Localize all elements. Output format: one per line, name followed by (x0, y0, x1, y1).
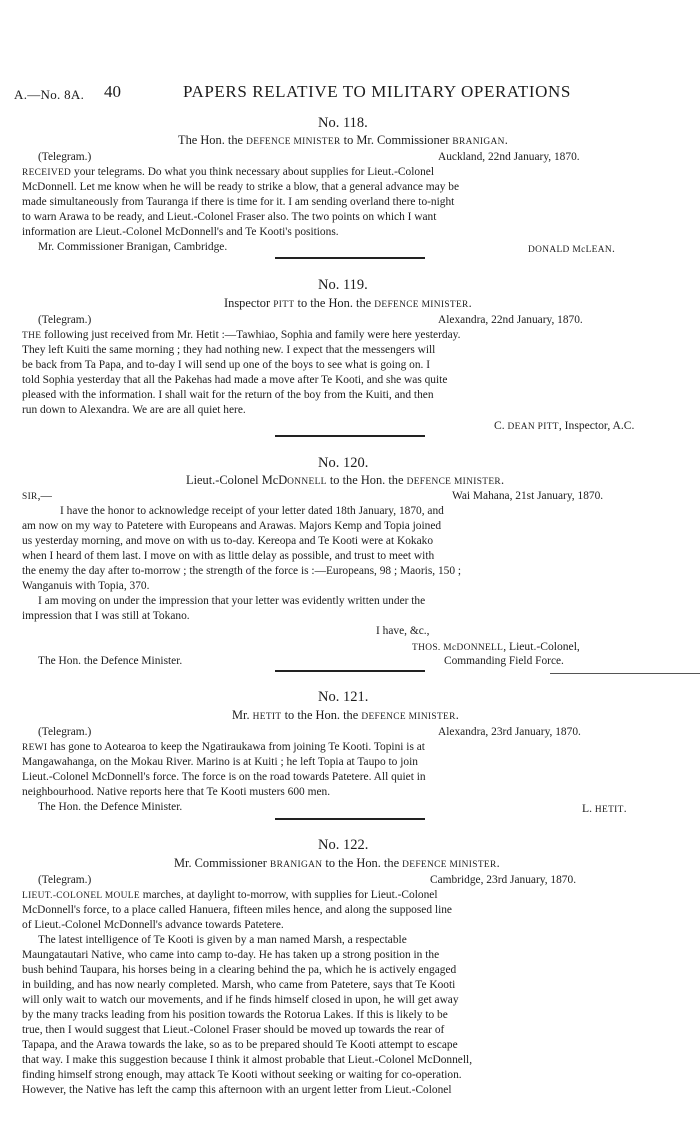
small-caps-text: c (581, 245, 586, 255)
letter-line (22, 740, 425, 756)
text-segment: I have the honor to acknowledge receipt of your letter dated 18th January, 1870, and (60, 505, 444, 517)
small-caps-text: RECEIVED (22, 168, 72, 178)
letter-salutation (22, 489, 52, 505)
text-segment: that way. I make this suggestion because I think it almost probable that Lieut.-Colonel McDonnell, (22, 1054, 473, 1066)
letter-place-date: Wai Mahana, 21st January, 1870. (452, 490, 604, 502)
letter-number: No. 118. (318, 115, 368, 131)
small-caps-text: SIR (22, 492, 38, 502)
section-divider (275, 670, 425, 672)
text-segment: run down to Alexandra. We are are all quiet here. (22, 404, 246, 416)
text-segment: told Sophia yesterday that all the Pakehas had made a move after Te Kooti, and she was quite (22, 374, 448, 386)
letter-line (22, 1083, 452, 1098)
text-segment: your telegrams. Do what you think necessary about supplies for Lieut.-Colonel (71, 166, 434, 178)
letter-line (22, 225, 339, 240)
letter-line (38, 594, 425, 609)
letter-place-date: Auckland, 22nd January, 1870. (438, 151, 580, 163)
text-segment: information are Lieut.-Colonel McDonnell's and Te Kooti's positions. (22, 226, 339, 238)
text-segment: neighbourhood. Native reports here that Te Kooti musters 600 men. (22, 786, 331, 798)
small-caps-text: HETIT (594, 805, 624, 815)
text-segment: to the Hon. the (326, 473, 407, 487)
text-segment: Mr. (232, 708, 253, 722)
small-caps-text: DEAN PITT (507, 422, 559, 432)
text-segment: Lieut.-Colonel McD (186, 473, 288, 487)
letter-line (22, 1023, 444, 1038)
letter-type: (Telegram.) (38, 874, 92, 886)
text-segment: Wanganuis with Topia, 370. (22, 580, 150, 592)
text-segment: ,— (37, 490, 52, 502)
letter-closing: I have, &c., (376, 625, 430, 637)
text-segment: . (623, 802, 627, 815)
letter-address (186, 473, 504, 490)
letter-address (232, 708, 459, 725)
text-segment: However, the Native has left the camp this afternoon with an urgent letter from Lieut.-Colonel (22, 1084, 452, 1096)
section-divider (275, 818, 425, 820)
letter-line (22, 785, 330, 800)
letter-line (22, 519, 441, 534)
text-segment: the enemy the day after to-morrow ; the strength of the force is :—Europeans, 98 ; Maoris, 150 ; (22, 565, 462, 577)
letter-signature (582, 801, 627, 818)
letter-place-date: Alexandra, 22nd January, 1870. (438, 314, 583, 326)
letter-number: No. 119. (318, 277, 368, 293)
letter-line (22, 549, 434, 564)
letter-address (224, 296, 472, 313)
small-caps-text: DEFENCE MINISTER (361, 712, 456, 722)
text-segment: finding himself strong enough, may attack Te Kooti without seeking or waiting for co-operation. (22, 1069, 462, 1081)
letter-line (22, 1068, 462, 1083)
text-segment: of Lieut.-Colonel McDonnell's advance towards Patetere. (22, 919, 284, 931)
text-segment: when I heard of them last. I move on with as little delay as possible, and trust to meet with (22, 550, 435, 562)
text-segment: to the Hon. the (281, 708, 362, 722)
page-title: PAPERS RELATIVE TO MILITARY OPERATIONS (183, 82, 571, 101)
letter-number: No. 122. (318, 837, 369, 853)
letter-line (22, 770, 426, 785)
text-segment: Mr. Commissioner (174, 856, 271, 870)
letter-number: No. 120. (318, 455, 369, 471)
text-segment: marches, at daylight to-morrow, with supplies for Lieut.-Colonel (139, 889, 438, 901)
letter-number: No. 121. (318, 689, 369, 705)
small-caps-text: BRANIGAN (270, 860, 323, 870)
text-segment: . (611, 242, 615, 255)
small-caps-text: THE (22, 331, 42, 341)
letter-line (22, 948, 439, 963)
small-caps-text: PITT (273, 300, 295, 310)
text-segment: to the Hon. the (322, 856, 403, 870)
letter-type: (Telegram.) (38, 151, 92, 163)
small-caps-text: BRANIGAN (452, 137, 505, 147)
section-divider (275, 257, 425, 259)
letter-line (22, 918, 284, 933)
letter-line (22, 403, 246, 418)
letter-addressee: The Hon. the Defence Minister. (38, 655, 183, 667)
text-segment: Mangawahanga, on the Mokau River. Marino is at Kuiti ; he left Topia at Taupo to join (22, 756, 418, 768)
letter-line (22, 903, 452, 918)
letter-line (38, 933, 407, 948)
letter-address (174, 856, 500, 873)
small-caps-text: DEFENCE MINISTER (246, 137, 341, 147)
letter-signature (528, 241, 615, 258)
text-segment: to the Hon. the (294, 296, 375, 310)
text-segment: McDonnell's force, to a place called Hanuera, fifteen miles hence, and along the supposed line (22, 904, 452, 916)
text-segment: They left Kuiti the same morning ; they had nothing new. I expect that the messengers will (22, 344, 436, 356)
letter-line (22, 993, 459, 1008)
letter-line (22, 963, 456, 978)
letter-signature (494, 418, 634, 435)
text-segment: Tapapa, and the Arawa towards the lake, so as to be prepared should Te Kooti attempt to escape (22, 1039, 458, 1051)
letter-line (22, 1008, 448, 1023)
letter-line (60, 504, 444, 519)
text-segment: to warn Arawa to be ready, and Lieut.-Colonel Fraser also. The two points on which I want (22, 211, 437, 223)
letter-addressee: Mr. Commissioner Branigan, Cambridge. (38, 241, 228, 253)
letter-addressee: The Hon. the Defence Minister. (38, 801, 183, 813)
letter-place-date: Alexandra, 23rd January, 1870. (438, 726, 581, 738)
text-segment: L. (582, 802, 595, 815)
letter-type: (Telegram.) (38, 314, 92, 326)
letter-line (22, 210, 436, 225)
letter-line (22, 978, 455, 993)
text-segment: true, then I would suggest that Lieut.-Colonel Fraser should be moved up towards the rear of (22, 1024, 445, 1036)
small-caps-text: DEFENCE MINISTER (406, 477, 502, 487)
small-caps-text: ONNELL (287, 477, 327, 487)
small-caps-text: DEFENCE MINISTER (402, 860, 497, 870)
letter-line (22, 579, 149, 594)
letter-line (22, 195, 454, 210)
letter-place-date: Cambridge, 23rd January, 1870. (430, 874, 577, 886)
text-segment: pleased with the information. I shall wait for the return of the boy from the Kuiti, and then (22, 389, 434, 401)
letter-signature-title: Commanding Field Force. (444, 655, 564, 667)
small-caps-text: LEAN (585, 245, 612, 255)
text-segment: C. (494, 419, 508, 432)
text-segment: . (504, 133, 508, 147)
letter-line (22, 388, 434, 403)
text-segment: us yesterday morning, and move on with us to-day. Kereopa and Te Kooti were at Kokako (22, 535, 434, 547)
text-segment: . (496, 856, 500, 870)
text-segment: . (455, 708, 459, 722)
letter-line (22, 888, 438, 904)
text-segment: impression that I was still at Tokano. (22, 610, 190, 622)
letter-line (22, 180, 459, 195)
document-reference: A.—No. 8A. (14, 87, 85, 102)
letter-line (22, 1038, 458, 1053)
text-segment: to Mr. Commissioner (340, 133, 453, 147)
letter-type: (Telegram.) (38, 726, 92, 738)
text-segment: bush behind Taupara, his horses being in a clearing behind the pa, which he is actively engaged (22, 964, 457, 976)
text-segment: made simultaneously from Tauranga if there is time for it. I am sending overland there to-night (22, 196, 455, 208)
text-segment: Maungatautari Native, who came into camp to-day. He has taken up a strong position in the (22, 949, 440, 961)
text-segment: has gone to Aotearoa to keep the Ngatiraukawa from joining Te Kooti. Topini is at (47, 741, 425, 753)
text-segment: . (468, 296, 472, 310)
text-segment: by the many tracks leading from his position towards the Rotorua Lakes. If this is likely to be (22, 1009, 448, 1021)
letter-line (22, 165, 434, 181)
letter-address (178, 133, 508, 150)
text-segment: am now on my way to Patetere with Europeans and Arawas. Majors Kemp and Topia joined (22, 520, 442, 532)
text-segment: . (501, 473, 505, 487)
letter-line (22, 755, 418, 770)
text-segment: Inspector (224, 296, 274, 310)
small-caps-text: DEFENCE MINISTER (374, 300, 469, 310)
text-segment: , Lieut.-Colonel, (503, 640, 580, 653)
text-segment: Lieut.-Colonel McDonnell's force. The force is on the road towards Patetere. All quiet in (22, 771, 426, 783)
letter-line (22, 358, 430, 373)
letter-line (22, 1053, 472, 1068)
text-segment: The latest intelligence of Te Kooti is given by a man named Marsh, a respectable (38, 934, 407, 946)
letter-line (22, 373, 447, 388)
small-caps-text: LIEUT.-COLONEL MOULE (22, 891, 140, 901)
text-segment: will only wait to watch our movements, and if he finds himself closed in upon, he will get away (22, 994, 459, 1006)
letter-line (22, 609, 190, 624)
letter-line (22, 328, 460, 344)
small-caps-text: HETIT (252, 712, 282, 722)
letter-line (22, 564, 461, 579)
text-segment: McDonnell. Let me know when he will be ready to strike a blow, that a general advance may be (22, 181, 460, 193)
text-segment: , Inspector, A.C. (558, 419, 635, 432)
page-number: 40 (104, 82, 121, 101)
text-segment: in building, and has now nearly completed. Marsh, who came from Patetere, says that Te Kooti (22, 979, 456, 991)
section-divider (275, 435, 425, 437)
text-segment: be back from Ta Papa, and to-day I will send up one of the boys to see what is going on. I (22, 359, 431, 371)
small-caps-text: REWI (22, 743, 48, 753)
small-caps-text: THOS. McD (412, 643, 464, 653)
small-caps-text: ONNELL (463, 643, 504, 653)
letter-line (22, 534, 433, 549)
text-segment: I am moving on under the impression that your letter was evidently written under the (38, 595, 426, 607)
text-segment: The Hon. the (178, 133, 247, 147)
letter-line (22, 343, 435, 358)
text-segment: following just received from Mr. Hetit :—Tawhiao, Sophia and family were here yesterday. (41, 329, 461, 341)
small-caps-text: DONALD M (528, 245, 582, 255)
